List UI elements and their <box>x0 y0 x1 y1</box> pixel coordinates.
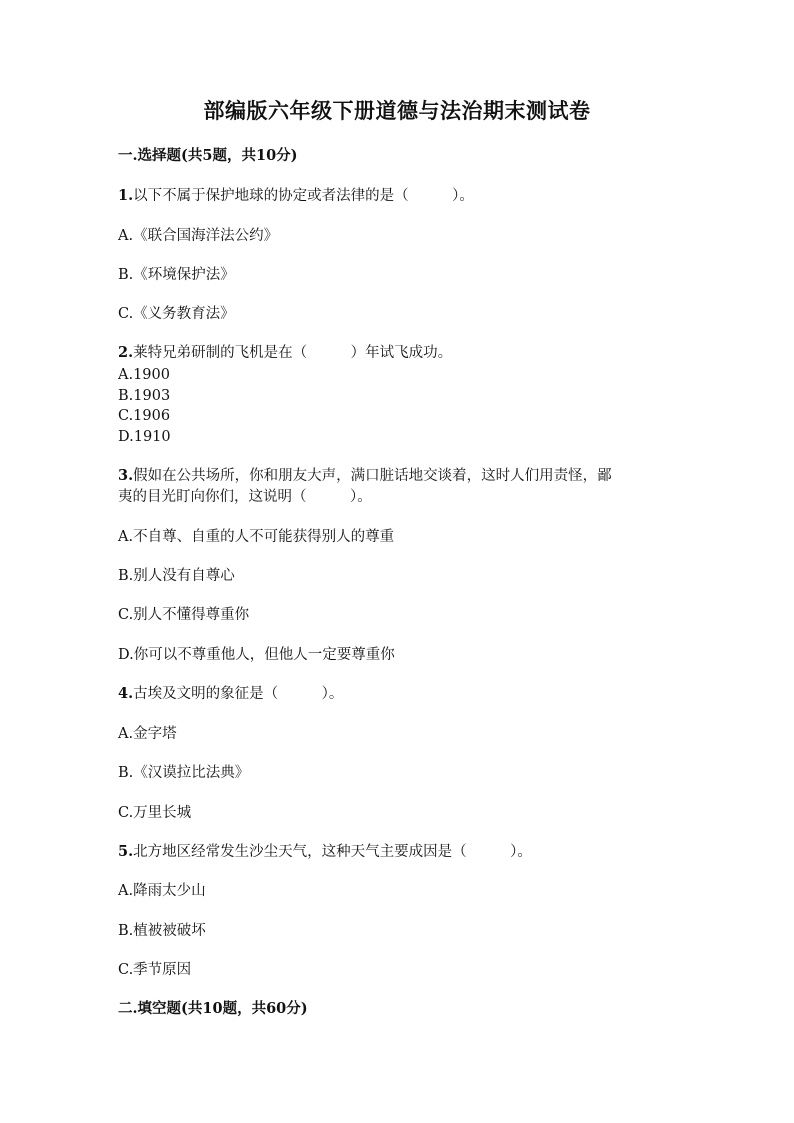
option-1c: C.《义务教育法》 <box>118 306 235 322</box>
question-text: 北方地区经常发生沙尘天气，这种天气主要成因是（ ）。 <box>133 844 532 860</box>
question-text-line1: 假如在公共场所，你和朋友大声，满口脏话地交谈着，这时人们用责怪，鄙 <box>133 468 612 484</box>
question-number: 3. <box>118 467 134 484</box>
option-5b: B.植被被破坏 <box>118 923 206 939</box>
question-number: 1. <box>118 187 134 204</box>
option-4b: B.《汉谟拉比法典》 <box>118 765 250 781</box>
section-heading-choice: 一.选择题(共5题，共10分) <box>118 147 298 164</box>
question-number: 4. <box>118 685 134 702</box>
option-4a: A.金字塔 <box>118 726 177 742</box>
option-5a: A.降雨太少山 <box>118 883 206 899</box>
question-number: 2. <box>118 344 134 361</box>
question-2 <box>118 343 452 363</box>
option-3d: D.你可以不尊重他人，但他人一定要尊重你 <box>118 647 395 663</box>
option-1a: A.《联合国海洋法公约》 <box>118 228 279 244</box>
option-2c: C.1906 <box>118 408 171 424</box>
option-2b: B.1903 <box>118 388 171 404</box>
question-1 <box>118 186 474 206</box>
option-3a: A.不自尊、自重的人不可能获得别人的尊重 <box>118 529 395 545</box>
option-4c: C.万里长城 <box>118 805 192 821</box>
option-5c: C.季节原因 <box>118 962 192 978</box>
question-text: 古埃及文明的象征是（ ）。 <box>133 686 344 702</box>
question-number: 5. <box>118 843 134 860</box>
option-1b: B.《环境保护法》 <box>118 267 235 283</box>
page-title: 部编版六年级下册道德与法治期末测试卷 <box>203 98 591 123</box>
option-3c: C.别人不懂得尊重你 <box>118 607 250 623</box>
option-2a: A.1900 <box>118 367 170 383</box>
question-text: 莱特兄弟研制的飞机是在（ ）年试飞成功。 <box>133 345 453 361</box>
question-3 <box>118 466 612 486</box>
question-3-line2: 夷的目光盯向你们，这说明（ ）。 <box>118 489 372 505</box>
question-text: 以下不属于保护地球的协定或者法律的是（ ）。 <box>133 188 474 204</box>
question-5 <box>118 842 532 862</box>
option-2d: D.1910 <box>118 429 171 445</box>
option-3b: B.别人没有自尊心 <box>118 568 235 584</box>
section-heading-fill: 二.填空题(共10题，共60分) <box>118 1000 308 1017</box>
question-4 <box>118 684 343 704</box>
